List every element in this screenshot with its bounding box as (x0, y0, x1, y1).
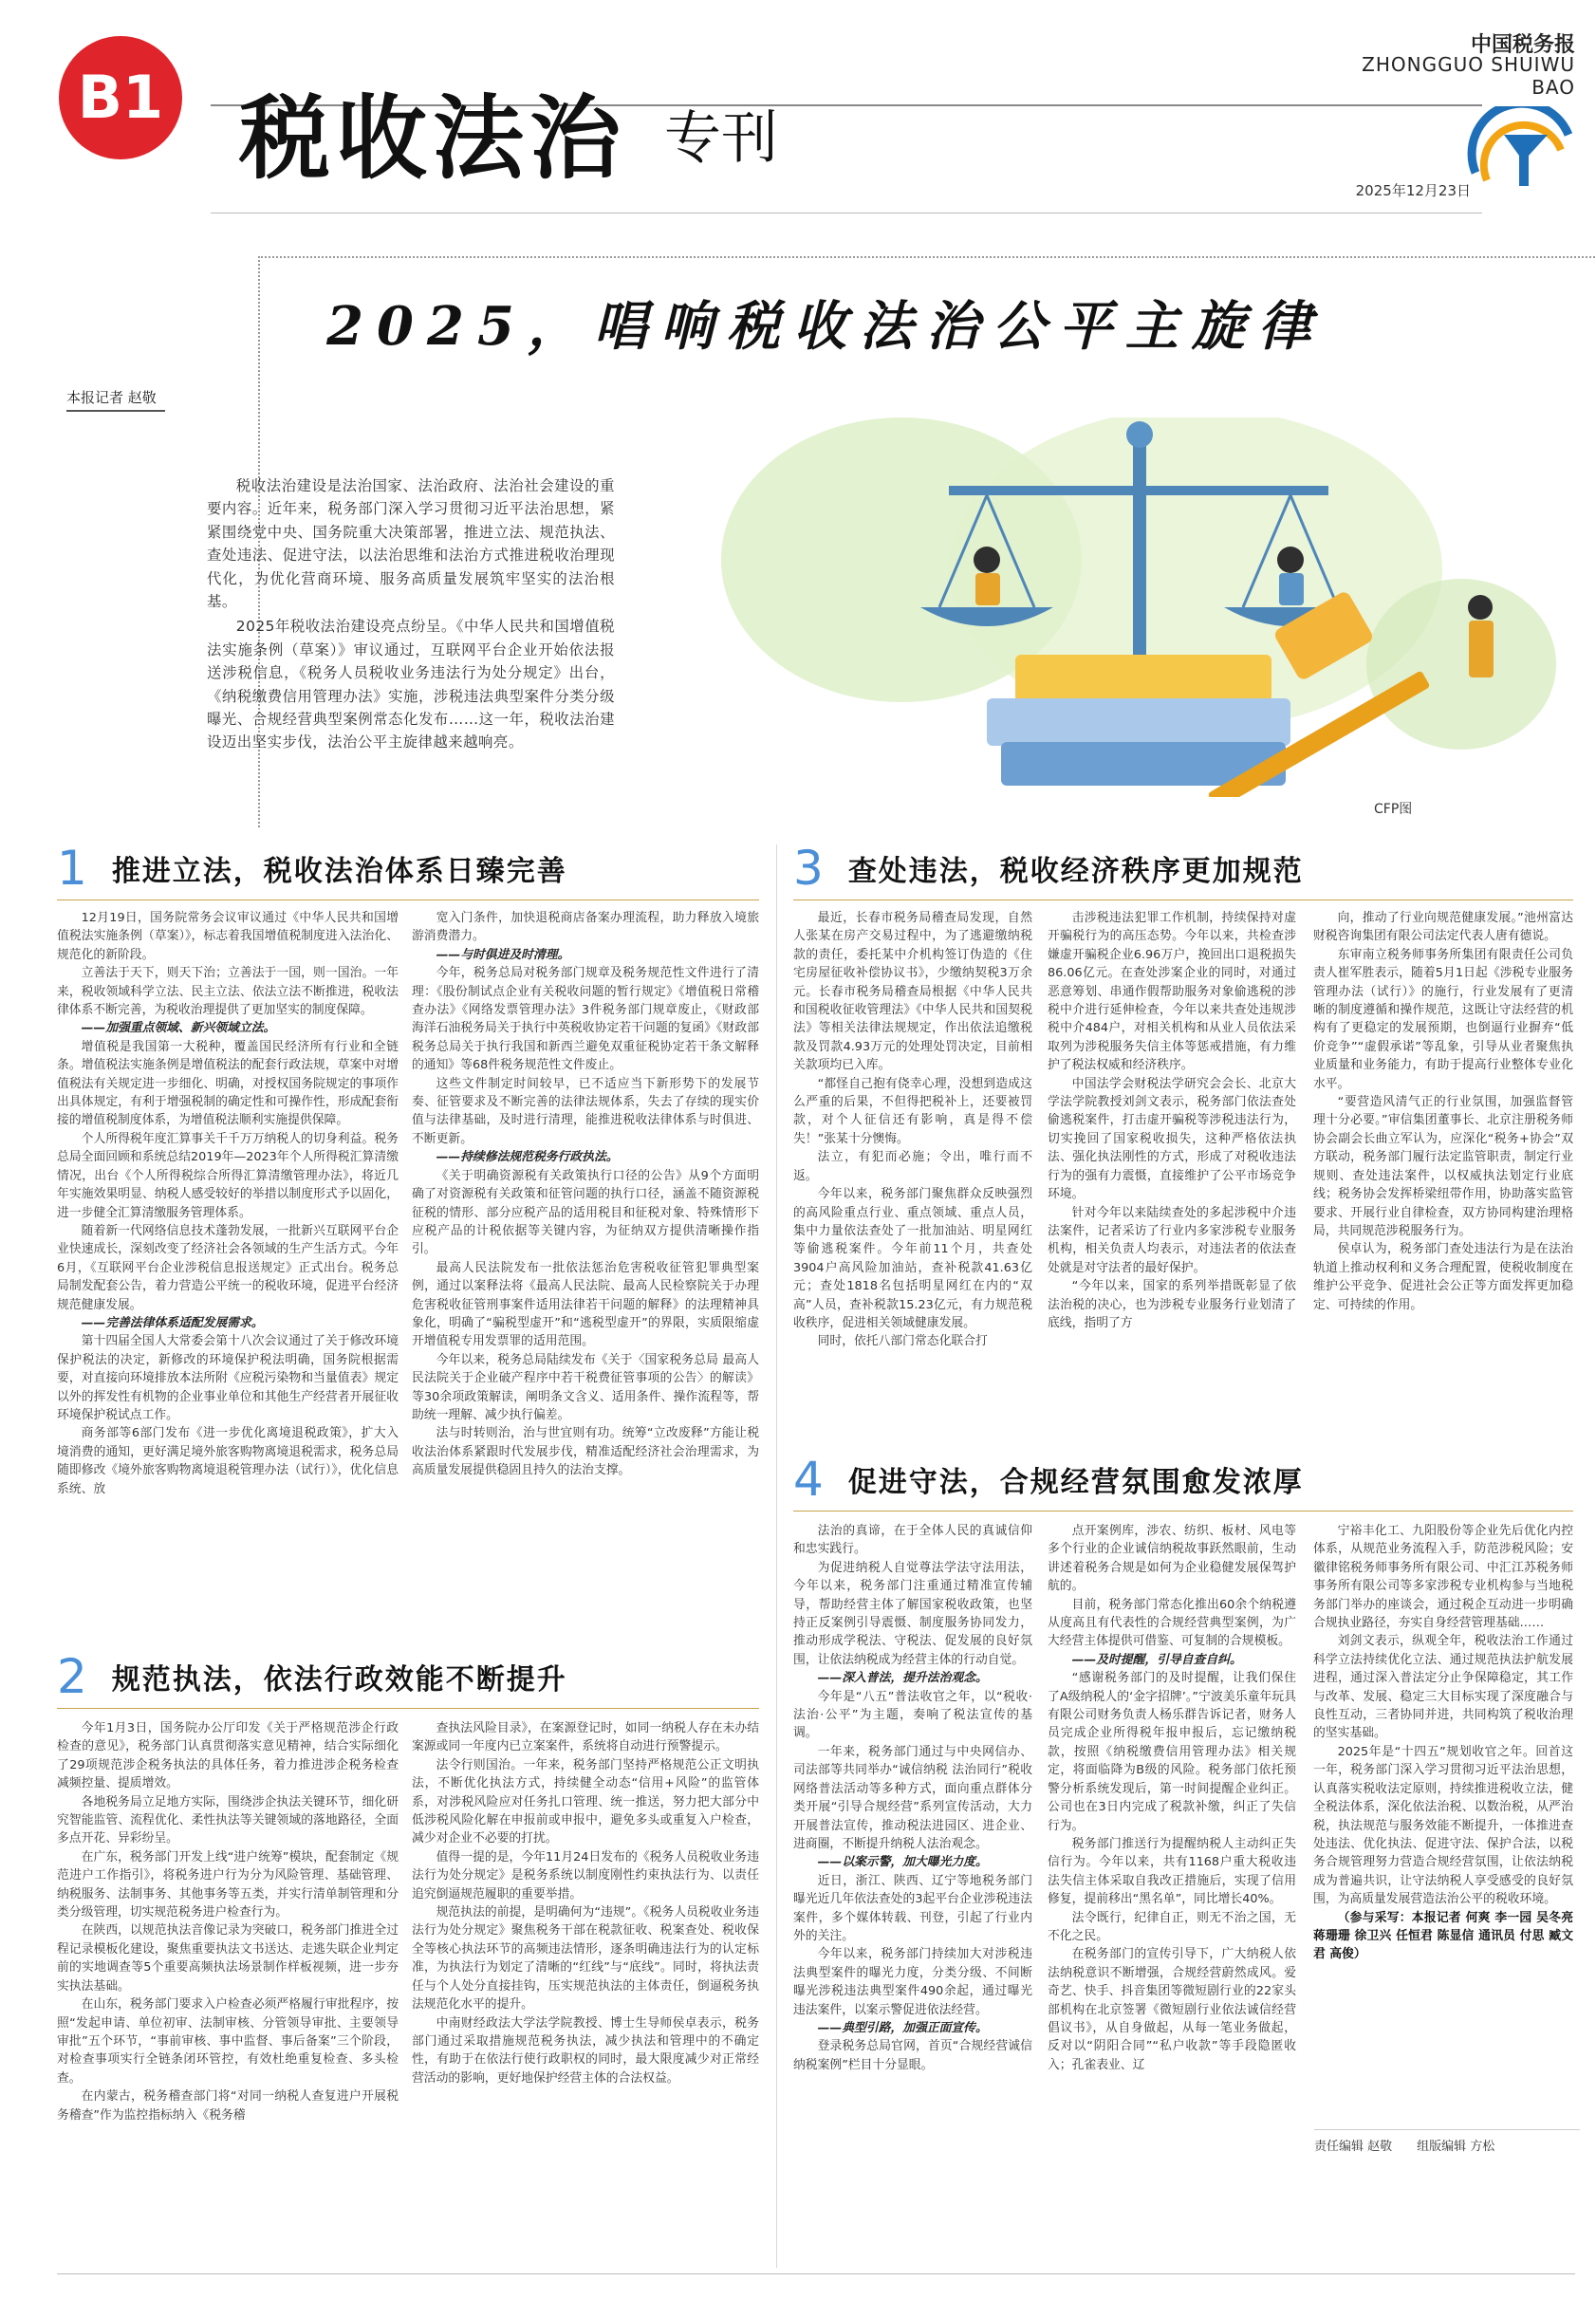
subhead: ——深入普法，提升法治观念。 (817, 1671, 988, 1686)
subhead: ——典型引路，加强正面宣传。 (817, 2020, 988, 2035)
section-number: 4 (793, 1452, 824, 1507)
body-paragraph: 点开案例库，涉农、纺织、板材、风电等多个行业的企业诚信纳税故事跃然眼前，生动讲述着税务合规是如何为企业稳健发展保驾护航的。 (1048, 1524, 1296, 1594)
body-paragraph: 《关于明确资源税有关政策执行口径的公告》从9个方面明确了对资源税有关政策和征管问题的执行口径，涵盖不随资源税征税的情形、部分应税产品的适用税目和征税对象、特殊情形下应税产品的计税依据等关键内容，为征纳双方提供清晰操作指引。 (412, 1168, 759, 1257)
body-paragraph: “今年以来，国家的系列举措既彰显了依法治税的决心，也为涉税专业服务行业划清了底线，指明了方 (1048, 1279, 1296, 1330)
justice-scale-illustration (702, 417, 1566, 797)
body-paragraph: 随着新一代网络信息技术蓬勃发展，一批新兴互联网平台企业快速成长，深刻改变了经济社会各领域的生产生活方式。今年6月，《互联网平台企业涉税信息报送规定》正式出台。税务总局制发配套公告，着力营造公平统一的税收环境，促进平台经济规范健康发展。 (57, 1223, 399, 1312)
body-paragraph: 今年1月3日，国务院办公厅印发《关于严格规范涉企行政检查的意见》，税务部门认真贯彻落实意见精神，结合实际细化了29项规范涉企税务执法的具体任务，着力推进涉企税务检查减频控量、提质增效。 (57, 1721, 399, 1791)
body-paragraph: 第十四届全国人大常委会第十八次会议通过了关于修改环境保护税法的决定，新修改的环境保护税法明确，国务院根据需要，对直接向环境排放本法所附《应税污染物和当量值表》规定以外的挥发性有机物的企业事业单位和其他生产经营者开展征收环境保护税试点工作。 (57, 1334, 399, 1422)
section-4-column-1 (793, 1522, 1032, 2268)
section-1-column-1 (57, 909, 399, 1640)
section-1-column-2 (412, 909, 759, 1640)
section-4-column-2 (1048, 1522, 1296, 2268)
paper-logo-icon (1466, 106, 1578, 192)
body-paragraph: 立善法于天下，则天下治；立善法于一国，则一国治。一年来，税收领域科学立法、民主立法、依法立法不断推进，税收法律体系不断完善，为税收治理提供了更加坚实的制度保障。 (57, 966, 399, 1018)
body-paragraph: 增值税是我国第一大税种，覆盖国民经济所有行业和全链条。增值税法实施条例是增值税法的配套行政法规，草案中对增值税法有关规定进一步细化、明确，对授权国务院规定的事项作出具体规定，有利于增强税制的确定性和可操作性，形成配套衔接的增值税制度体系，为增值税法顺利实施提供保障。 (57, 1039, 399, 1128)
body-paragraph: 税务部门推送行为提醒纳税人主动纠正失信行为。今年以来，共有1168户重大税收违法失信主体采取自我改正措施后，实现了信用修复，提前移出“黑名单”，同比增长40%。 (1048, 1836, 1296, 1907)
section-title: 税收法治 (239, 85, 626, 192)
body-paragraph: 近日，浙江、陕西、辽宁等地税务部门曝光近几年依法查处的3起平台企业涉税违法案件，多个媒体转载、刊登，引起了行业内外的关注。 (793, 1873, 1032, 1943)
section-heading-1 (57, 841, 567, 896)
body-paragraph: 今年是“八五”普法收官之年，以“税收·法治·公平”为主题，奏响了税法宣传的基调。 (793, 1689, 1032, 1741)
body-paragraph: 今年以来，税务总局陆续发布《关于〈国家税务总局 最高人民法院关于企业破产程序中若干税费征管事项的公告〉的解读》等30余项政策解读，阐明条文含义、适用条件、操作流程等，帮助统一理解、减少执行偏差。 (412, 1352, 759, 1422)
section-3-column-2 (1048, 909, 1296, 1440)
body-paragraph: 2025年是“十四五”规划收官之年。回首这一年，税务部门深入学习贯彻习近平法治思想，认真落实税收法定原则，持续推进税收立法，健全税法体系，深化依法治税、以数治税，从严治税，执法规范与服务效能不断提升，一体推进查处违法、优化执法、促进守法、保护合法，以税务合规管理努力营造合规经营氛围，让依法纳税成为普遍共识，让守法纳税人享受感受的良好氛围，为高质量发展营造法治公平的税收环境。 (1313, 1744, 1573, 1907)
body-paragraph: 各地税务局立足地方实际，围绕涉企执法关键环节，细化研究智能监管、流程优化、柔性执法等关键领域的落地路径，全面多点开花、异彩纷呈。 (57, 1794, 399, 1846)
body-paragraph: 最近，长春市税务局稽查局发现，自然人张某在房产交易过程中，为了逃避缴纳税款的责任，委托某中介机构签订伪造的《住宅房屋征收补偿协议书》，少缴纳契税3万余元。长春市税务局稽查局根据《中华人民共和国税收征收管理法》《中华人民共和国契税法》等相关法律法规规定，作出依法追缴税款及罚款4.93万元的处理处罚决定，目前相关款项均已入库。 (793, 911, 1032, 1073)
body-paragraph: 今年以来，税务部门聚焦群众反映强烈的高风险重点行业、重点领域、重点人员，集中力量依法查处了一批加油站、明星网红等偷逃税案件。今年前11个月，共查处3904户高风险加油站，查补税款41.63亿元；查处1818名包括明星网红在内的“双高”人员，查补税款15.23亿元，有力规范税收秩序，促进相关领域健康发展。 (793, 1187, 1032, 1330)
subhead: ——完善法律体系适配发展需求。 (81, 1315, 264, 1330)
body-paragraph: 中国法学会财税法学研究会会长、北京大学法学院教授刘剑文表示，税务部门依法查处偷逃税案件，打击虚开骗税等涉税违法行为，切实挽回了国家税收损失，这种严格依法执法、强化执法刚性的方式，形成了对税收违法行为的强有力震慑，直接维护了公平市场竞争环境。 (1048, 1076, 1296, 1202)
body-paragraph: 今年，税务总局对税务部门规章及税务规范性文件进行了清理：《股份制试点企业有关税收问题的暂行规定》《增值税日常稽查办法》《网络发票管理办法》3件税务部门规章废止，《财政部海洋石油税务局关于执行中英税收协定若干问题的复函》《财政部税务总局关于执行我国和新西兰避免双重征税协定若干条文解释的通知》等68件税务规范性文件废止。 (412, 966, 759, 1073)
section-4-column-3 (1313, 1522, 1573, 2116)
paper-name-cn: 中国税务报 (1470, 33, 1575, 57)
body-paragraph: 为促进纳税人自觉尊法学法守法用法，今年以来，税务部门注重通过精准宣传辅导，帮助经营主体了解国家税收政策，也坚持正反案例引导震慑、制度服务协同发力，推动形成学税法、守税法、促发展的良好氛围，让依法纳税成为经营主体的行动自觉。 (793, 1560, 1032, 1667)
section-number: 3 (793, 841, 824, 896)
page-bottom-rule (57, 2273, 1575, 2274)
byline: 本报记者 赵敬 (66, 389, 157, 406)
body-paragraph: 这些文件制定时间较早，已不适应当下新形势下的发展节奏、征管要求及不断完善的法律法规体系，失去了存续的现实价值与法律基础，及时进行清理，能推进税收法律体系与时俱进、不断更新。 (412, 1076, 759, 1146)
body-paragraph: 东审南立税务师事务所集团有限责任公司负责人崔军胜表示，随着5月1日起《涉税专业服务管理办法（试行）》的施行，行业发展有了更清晰的制度遵循和操作规范，这既让守法经营的机构有了更稳定的发展预期，也倒逼行业摒弃“低价竞争”“虚假承诺”等乱象，引导从业者聚焦执业质量和业务能力，有助于提高行业整体专业化水平。 (1313, 947, 1573, 1091)
section-title-text: 推进立法，税收法治体系日臻完善 (111, 855, 567, 888)
body-paragraph: 中南财经政法大学法学院教授、博士生导师侯卓表示，税务部门通过采取措施规范税务执法，减少执法和管理中的不确定性，有助于在依法行使行政职权的同时，最大限度减少对正常经营活动的影响，更好地保护经营主体的合法权益。 (412, 2015, 759, 2086)
body-paragraph: “感谢税务部门的及时提醒，让我们保住了A级纳税人的‘金字招牌’。”宁波美乐童年玩具有限公司财务负责人杨乐群告诉记者，财务人员完成企业所得税年报申报后，忘记缴纳税款，按照《纳税缴费信用管理办法》相关规定，将面临降为B级的风险。税务部门依托预警分析系统发现后，第一时间提醒企业纠正。公司也在3日内完成了税款补缴，纠正了失信行为。 (1048, 1671, 1296, 1833)
section-rule (793, 1511, 1573, 1512)
section-3-column-3 (1313, 909, 1573, 1440)
body-paragraph: 法令行则国治。一年来，税务部门坚持严格规范公正文明执法，不断优化执法方式，持续健全动态“信用+风险”的监管体系，对涉税风险应对任务扎口管理、统一推送，努力把大部分中低涉税风险化解在申报前或申报中，避免多头或重复入户检查，减少对企业不必要的打扰。 (412, 1757, 759, 1846)
body-paragraph: 在山东，税务部门要求入户检查必须严格履行审批程序，按照“发起申请、单位初审、法制审核、分管领导审批、主要领导审批”五个环节，“事前审核、事中监督、事后备案”三个阶段，对检查事项实行全链条闭环管控，有效杜绝重复检查、多头检查。 (57, 1997, 399, 2086)
section-2-column-2 (412, 1719, 759, 2270)
intro-lead (207, 474, 615, 756)
body-paragraph: 规范执法的前提，是明确何为“违规”。《税务人员税收业务违法行为处分规定》聚焦税务干部在税款征收、税案查处、税收保全等核心执法环节的高频违法情形，逐条明确违法行为的认定标准，为执法行为划定了清晰的“红线”与“底线”。同时，将执法责任与个人处分直接挂钩，压实规范执法的主体责任，倒逼税务执法规范化水平的提升。 (412, 1905, 759, 2012)
body-paragraph: “要营造风清气正的行业氛围，加强监督管理十分必要。”审信集团董事长、北京注册税务师协会副会长曲立军认为，应深化“税务+协会”双方联动，税务部门履行法定监管职责，制定行业规则、查处违法案件，以权威执法划定行业底线；税务协会发挥桥梁纽带作用，协助落实监管要求、开展行业自律检查，双方协同构建治理格局，共同规范涉税服务行为。 (1313, 1095, 1573, 1238)
photo-credit: CFP图 (1374, 802, 1413, 817)
body-paragraph: （参与采写：本报记者 何爽 李一园 吴冬亮 蒋珊珊 徐卫兴 任恒君 陈显信 通讯员 付思 臧文君 高俊） (1313, 1910, 1573, 1962)
body-paragraph: 针对今年以来陆续查处的多起涉税中介违法案件，记者采访了行业内多家涉税专业服务机构，相关负责人均表示，对违法者的依法查处就是对守法者的最好保护。 (1048, 1205, 1296, 1275)
paper-name-en: ZHONGGUO SHUIWU BAO (1362, 53, 1575, 99)
editor-credits: 责任编辑 赵敬 组版编辑 方松 (1314, 2129, 1580, 2154)
section-rule (57, 1708, 759, 1709)
body-paragraph: 查执法风险目录》，在案源登记时，如同一纳税人存在未办结案源或同一年度内已立案案件，系统将自动进行预警提示。 (412, 1721, 759, 1754)
intro-paragraph: 2025年税收法治建设亮点纷呈。《中华人民共和国增值税法实施条例（草案）》审议通过，互联网平台企业开始依法报送涉税信息，《税务人员税收业务违法行为处分规定》出台，《纳税缴费信用管理办法》实施，涉税违法典型案件分类分级曝光、合规经营典型案例常态化发布……这一年，税收法治建设迈出坚实步伐，法治公平主旋律越来越响亮。 (207, 618, 615, 751)
body-paragraph: 值得一提的是，今年11月24日发布的《税务人员税收业务违法行为处分规定》是税务系统以制度刚性约束执法行为、以责任追究倒逼规范履职的重要举措。 (412, 1849, 759, 1901)
intro-paragraph: 税收法治建设是法治国家、法治政府、法治社会建设的重要内容。近年来，税务部门深入学习贯彻习近平法治思想，紧紧围绕党中央、国务院重大决策部署，推进立法、规范执法、查处违法、促进守法，以法治思维和法治方式推进税收治理现代化，为优化营商环境、服务高质量发展筑牢坚实的法治根基。 (207, 477, 615, 611)
body-paragraph: 法治的真谛，在于全体人民的真诚信仰和忠实践行。 (793, 1524, 1032, 1557)
body-paragraph: 今年以来，税务部门持续加大对涉税违法典型案件的曝光力度，分类分级、不间断曝光涉税违法典型案件490余起，通过曝光违法案件，以案示警促进依法经营。 (793, 1947, 1032, 2017)
body-paragraph: 侯卓认为，税务部门查处违法行为是在法治轨道上推动权利和义务合理配置，使税收制度在维护公平竞争、促进社会公正等方面发挥更加稳定、可持续的作用。 (1313, 1242, 1573, 1312)
body-paragraph: 同时，依托八部门常态化联合打 (817, 1334, 988, 1349)
column-divider (776, 844, 777, 2268)
subhead: ——持续修法规范税务行政执法。 (436, 1150, 619, 1165)
body-paragraph: 在陕西，以规范执法音像记录为突破口，税务部门推进全过程记录模板化建设，聚焦重要执法文书送达、走逃失联企业判定前的实地调查等5个重要高频执法场景制作样板视频，进一步夯实执法基础。 (57, 1923, 399, 1994)
body-paragraph: 法令既行，纪律自正，则无不治之国，无不化之民。 (1048, 1910, 1296, 1943)
body-paragraph: “都怪自己抱有侥幸心理，没想到造成这么严重的后果，不但得把税补上，还要被罚款，对个人征信还有影响，真是得不偿失！”张某十分懊悔。 (793, 1076, 1032, 1146)
body-paragraph: 法与时转则治，治与世宜则有功。统筹“立改废释”方能让税收法治体系紧跟时代发展步伐，精准适配经济社会治理需求，为高质量发展提供稳固且持久的法治支撑。 (412, 1426, 759, 1478)
section-title-text: 查处违法，税收经济秩序更加规范 (847, 855, 1304, 888)
subhead: ——及时提醒，引导自查自纠。 (1071, 1652, 1242, 1667)
section-heading-4 (793, 1452, 1304, 1507)
section-2-column-1 (57, 1719, 399, 2270)
section-heading-2 (57, 1649, 567, 1704)
section-heading-3 (793, 841, 1304, 896)
section-title-text: 促进守法，合规经营氛围愈发浓厚 (847, 1466, 1304, 1499)
page-code-badge: B1 (59, 36, 182, 159)
body-paragraph: 向，推动了行业向规范健康发展。”池州富达财税咨询集团有限公司法定代表人唐有德说。 (1313, 911, 1573, 944)
body-paragraph: 个人所得税年度汇算事关千千万万纳税人的切身利益。税务总局全面回顾和系统总结2019年—2023年个人所得税汇算清缴情况，出台《个人所得税综合所得汇算清缴管理办法》，将近几年实施效果明显、纳税人感受较好的举措以制度形式予以固化，进一步健全汇算清缴服务管理体系。 (57, 1131, 399, 1220)
body-paragraph: 最高人民法院发布一批依法惩治危害税收征管犯罪典型案例，通过以案释法将《最高人民法院、最高人民检察院关于办理危害税收征管刑事案件适用法律若干问题的解释》的法理精神具象化，明确了“骗税型虚开”和“逃税型虚开”的界限，实质限缩虚开增值税专用发票罪的适用范围。 (412, 1260, 759, 1349)
section-number: 1 (57, 841, 87, 896)
subhead: ——与时俱进及时清理。 (436, 947, 570, 962)
body-paragraph: 击涉税违法犯罪工作机制，持续保持对虚开骗税行为的高压态势。今年以来，共检查涉嫌虚开骗税企业6.96万户，挽回出口退税损失86.06亿元。在查处涉案企业的同时，对通过恶意筹划、串通作假帮助服务对象偷逃税的涉税中介进行延伸检查，今年以来共查处违规涉税中介484户，对相关机构和从业人员依法采取列为涉税服务失信主体等惩戒措施，有力维护了税法权威和经济秩序。 (1048, 911, 1296, 1073)
section-subtitle: 专刊 (664, 105, 778, 172)
headline: 2025，唱响税收法治公平主旋律 (326, 295, 1325, 358)
body-paragraph: 在税务部门的宣传引导下，广大纳税人依法纳税意识不断增强，合规经营蔚然成风。爱奇艺、快手、抖音集团等微短剧行业的22家头部机构在北京签署《微短剧行业依法诚信经营倡议书》，从自身做起，从每一笔业务做起，反对以“阴阳合同”“私户收款”等手段隐匿收入；孔雀表业、辽 (1048, 1947, 1296, 2072)
body-paragraph: 在广东，税务部门开发上线“进户统筹”模块，配套制定《规范进户工作指引》，将税务进户行为分为风险管理、基础管理、纳税服务、法制事务、其他事务等五类，并实行清单制管理和分类分级管理，切实规范税务进户检查行为。 (57, 1849, 399, 1920)
subhead: ——以案示警，加大曝光力度。 (817, 1855, 988, 1870)
body-paragraph: 在内蒙古，税务稽查部门将“对同一纳税人查复进户开展税务稽查”作为监控指标纳入《税务稽 (57, 2089, 399, 2123)
body-paragraph: 刘剑文表示，纵观全年，税收法治工作通过科学立法持续优化立法、通过规范执法护航发展进程，通过深入普法定分止争保障稳定，其工作与改革、发展、稳定三大目标实现了深度融合与良性互动，三者协同并进，共同构筑了税收治理的坚实基础。 (1313, 1634, 1573, 1741)
byline-rule (66, 410, 165, 412)
body-paragraph: 商务部等6部门发布《进一步优化离境退税政策》，扩大入境消费的通知，更好满足境外旅客购物离境退税需求，税务总局随即修改《境外旅客购物离境退税管理办法（试行）》，优化信息系统、放 (57, 1426, 399, 1496)
body-paragraph: 法立，有犯而必施；令出，唯行而不返。 (793, 1150, 1032, 1183)
body-paragraph: 宽入门条件，加快退税商店备案办理流程，助力释放入境旅游消费潜力。 (412, 911, 759, 944)
subhead: ——加强重点领域、新兴领域立法。 (81, 1021, 276, 1036)
section-3-column-1 (793, 909, 1032, 1440)
body-paragraph: 登录税务总局官网，首页“合规经营诚信纳税案例”栏目十分显眼。 (793, 2039, 1032, 2072)
publication-date: 2025年12月23日 (1355, 182, 1471, 199)
body-paragraph: 宁裕丰化工、九阳股份等企业先后优化内控体系，从规范业务流程入手，防范涉税风险；安徽律铭税务师事务所有限公司、中汇江苏税务师事务所有限公司等多家涉税专业机构参与当地税务部门举办的座谈会，通过税企互动进一步明确合规执业路径，夯实自身经营管理基础…… (1313, 1524, 1573, 1631)
section-title-text: 规范执法，依法行政效能不断提升 (111, 1663, 567, 1697)
body-paragraph: 12月19日，国务院常务会议审议通过《中华人民共和国增值税法实施条例（草案）》，标志着我国增值税制度进入法治化、规范化的新阶段。 (57, 911, 399, 962)
body-paragraph: 目前，税务部门常态化推出60余个纳税遵从度高且有代表性的合规经营典型案例，为广大经营主体提供可借鉴、可复制的合规模板。 (1048, 1597, 1296, 1649)
body-paragraph: 一年来，税务部门通过与中央网信办、司法部等共同举办“诚信纳税 法治同行”税收网络普法活动等多种方式，面向重点群体分类开展“引导合规经营”系列宣传活动，大力开展普法宣传，推动税法进园区、进企业、进商圈，不断提升纳税人法治观念。 (793, 1744, 1032, 1851)
section-number: 2 (57, 1649, 87, 1704)
